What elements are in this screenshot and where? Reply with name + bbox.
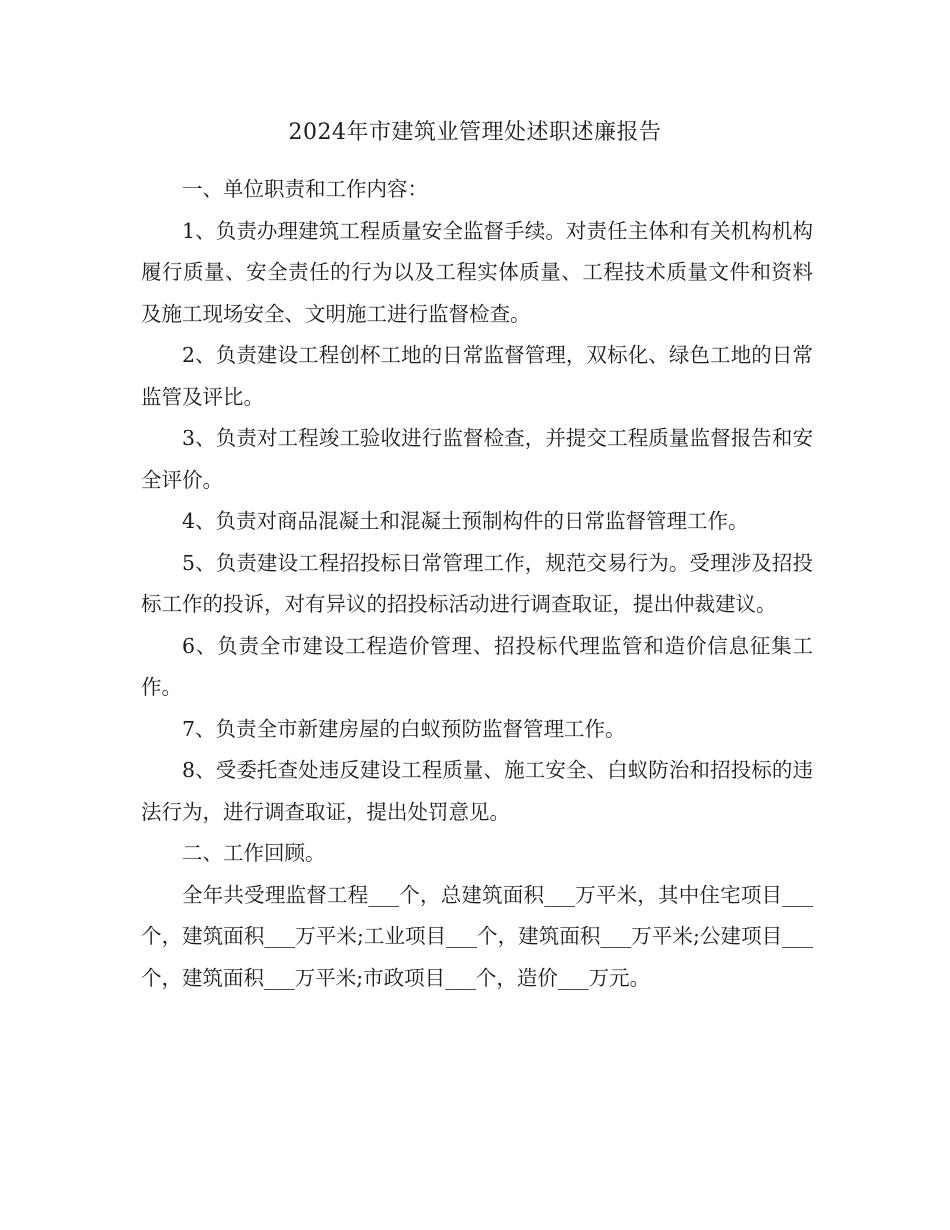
duty-item-5: 5、负责建设工程招投标日常管理工作，规范交易行为。受理涉及招投标工作的投诉，对有异议的招投标活动进行调查取证，提出仲裁建议。 — [141, 550, 813, 616]
duty-item-4: 4、负责对商品混凝土和混凝土预制构件的日常监督管理工作。 — [182, 509, 749, 533]
document-body — [141, 169, 813, 999]
review-summary-paragraph: 全年共受理监督工程___个，总建筑面积___万平米，其中住宅项目___个，建筑面积___万平米;工业项目___个，建筑面积___万平米;公建项目___个，建筑面积___万平米;市政项目___个，造价___万元。 — [141, 882, 813, 990]
duty-item-2: 2、负责建设工程创杯工地的日常监督管理，双标化、绿色工地的日常监管及评比。 — [141, 343, 813, 409]
section-heading-duties: 一、单位职责和工作内容： — [182, 177, 428, 201]
duty-item-3: 3、负责对工程竣工验收进行监督检查，并提交工程质量监督报告和安全评价。 — [141, 426, 813, 492]
document-title: 2024年市建筑业管理处述职述廉报告 — [288, 120, 662, 145]
duty-item-6: 6、负责全市建设工程造价管理、招投标代理监管和造价信息征集工作。 — [141, 633, 813, 699]
duty-item-8: 8、受委托查处违反建设工程质量、施工安全、白蚁防治和招投标的违法行为，进行调查取证，提出处罚意见。 — [141, 758, 813, 824]
section-heading-review: 二、工作回顾。 — [182, 841, 326, 865]
duty-item-7: 7、负责全市新建房屋的白蚁预防监督管理工作。 — [182, 716, 626, 741]
duty-item-1: 1、负责办理建筑工程质量安全监督手续。对责任主体和有关机构机构履行质量、安全责任的行为以及工程实体质量、工程技术质量文件和资料及施工现场安全、文明施工进行监督检查。 — [141, 218, 813, 326]
